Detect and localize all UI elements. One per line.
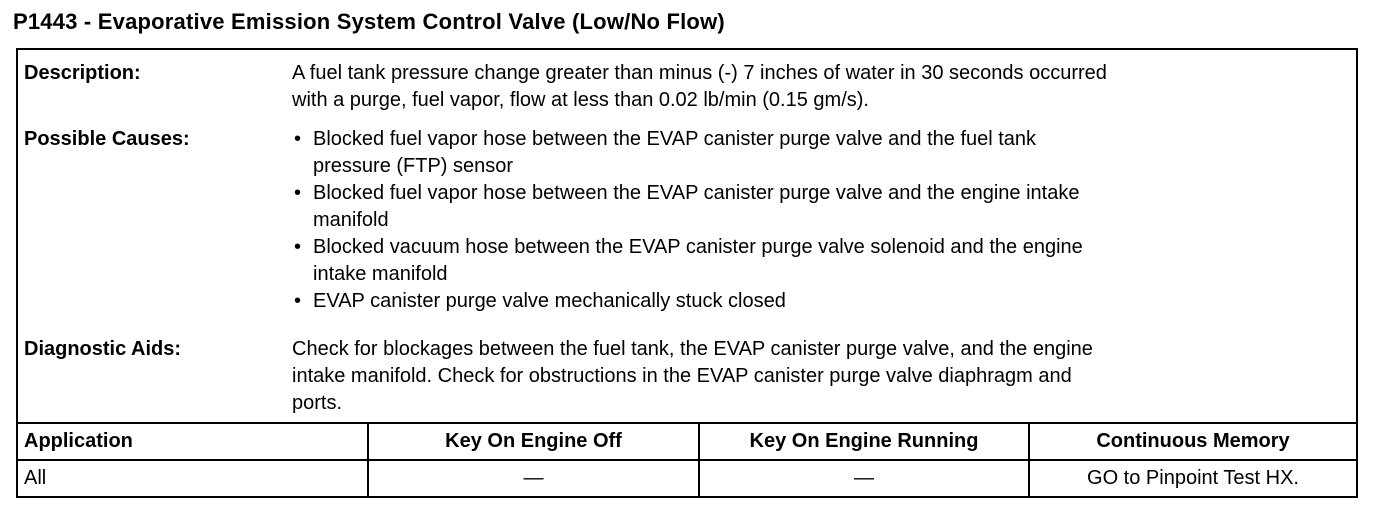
diagnostic-aids-label: Diagnostic Aids: xyxy=(24,338,182,360)
page-title: P1443 - Evaporative Emission System Control Valve (Low/No Flow) xyxy=(13,9,725,34)
cause-item xyxy=(292,234,1350,288)
cause-item xyxy=(292,288,1350,315)
cell-continuous-memory: GO to Pinpoint Test HX. xyxy=(1029,460,1356,496)
diagnostic-aids-text xyxy=(292,336,1350,417)
cause-line: • Blocked fuel vapor hose between the EVAP canister purge valve and the engine intake xyxy=(313,182,1080,204)
dtc-info-box xyxy=(16,48,1358,498)
cell-key-on-engine-off: — xyxy=(368,460,699,496)
info-section xyxy=(18,50,1356,422)
cause-line: manifold xyxy=(313,209,389,231)
cell-application: All xyxy=(18,460,368,496)
description-line: with a purge, fuel vapor, flow at less than 0.02 lb/min (0.15 gm/s). xyxy=(292,89,869,111)
cause-item xyxy=(292,126,1350,180)
column-header-application: Application xyxy=(18,423,368,460)
column-header-continuous-memory: Continuous Memory xyxy=(1029,423,1356,460)
diagnostic-aids-line: Check for blockages between the fuel tank, the EVAP canister purge valve, and the engine xyxy=(292,338,1093,360)
description-text xyxy=(292,60,1350,114)
possible-causes-label: Possible Causes: xyxy=(24,128,190,150)
cause-line: pressure (FTP) sensor xyxy=(313,155,514,177)
possible-causes-text xyxy=(292,126,1350,315)
application-table xyxy=(18,422,1356,496)
cause-line: • Blocked vacuum hose between the EVAP canister purge valve solenoid and the engine xyxy=(313,236,1083,258)
cause-line: • EVAP canister purge valve mechanically stuck closed xyxy=(313,290,786,312)
cause-line: intake manifold xyxy=(313,263,448,285)
column-header-key-on-engine-running: Key On Engine Running xyxy=(699,423,1029,460)
cause-list xyxy=(292,126,1350,315)
diagnostic-aids-line: intake manifold. Check for obstructions in the EVAP canister purge valve diaphragm and xyxy=(292,365,1072,387)
cause-line: • Blocked fuel vapor hose between the EVAP canister purge valve and the fuel tank xyxy=(313,128,1037,150)
column-header-key-on-engine-off: Key On Engine Off xyxy=(368,423,699,460)
table-header-row xyxy=(18,423,1356,460)
description-label: Description: xyxy=(24,62,141,84)
cell-key-on-engine-running: — xyxy=(699,460,1029,496)
description-line: A fuel tank pressure change greater than minus (-) 7 inches of water in 30 seconds occurred xyxy=(292,62,1107,84)
diagnostic-aids-line: ports. xyxy=(292,392,343,414)
table-row xyxy=(18,460,1356,496)
cause-item xyxy=(292,180,1350,234)
